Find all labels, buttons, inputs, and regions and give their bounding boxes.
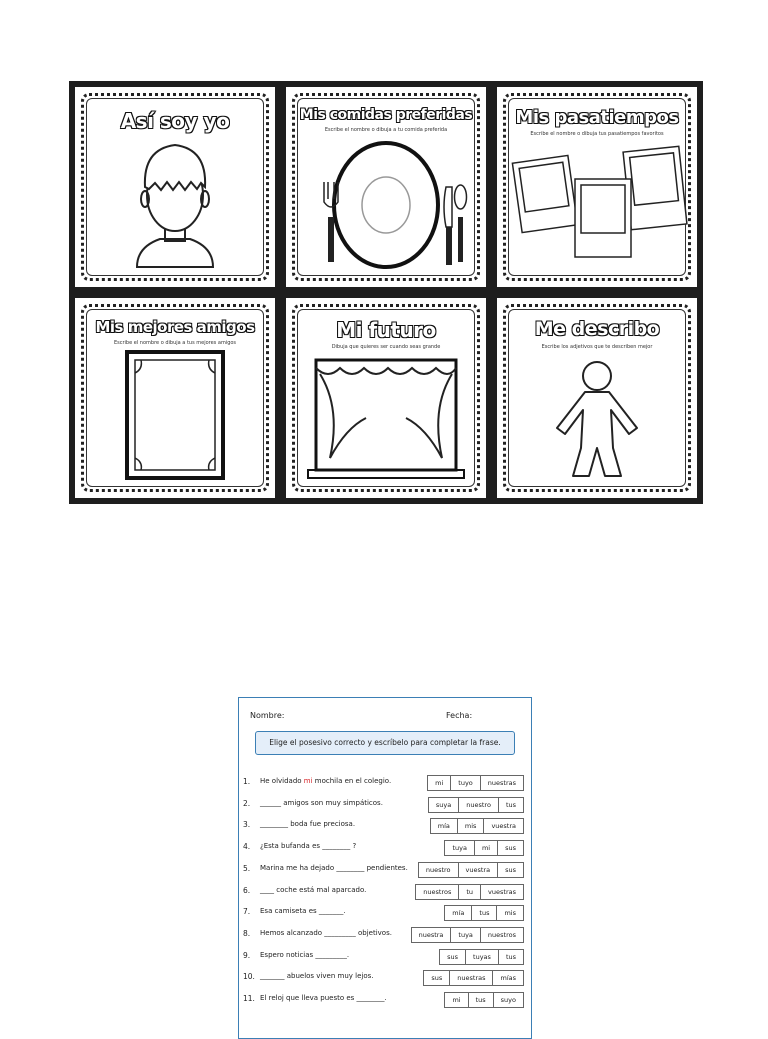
card-subtitle: Escribe el nombre o dibuja a tu comida preferida: [324, 127, 448, 133]
answer-option: sus: [431, 974, 443, 983]
answer-options: [444, 905, 524, 921]
answer-option: sus: [497, 863, 523, 877]
exercise-number: 8.: [243, 928, 251, 938]
answer-options: [430, 818, 524, 834]
answer-options: [411, 927, 524, 943]
answer-option: vuestra: [458, 863, 498, 877]
picture-frame-drawing: [75, 298, 275, 498]
exercise-number: 3.: [243, 820, 251, 830]
answer-option: mía: [452, 909, 465, 918]
answer-option: nuestro: [458, 798, 498, 812]
exercise-number: 4.: [243, 842, 251, 852]
exercise-sentence: Hemos alcanzado _________ objetivos.: [260, 928, 392, 937]
answer-option: mi: [474, 841, 497, 855]
exercise-sentence: Marina me ha dejado ________ pendientes.: [260, 863, 408, 872]
answer-option: sus: [447, 952, 459, 961]
exercise-sentence: _______ abuelos viven muy lejos.: [260, 972, 374, 981]
exercise-row: [243, 970, 527, 985]
fecha-label: Fecha:: [446, 711, 473, 720]
exercise-sentence: ________ boda fue preciosa.: [260, 820, 356, 829]
card-asi-soy-yo: [75, 87, 275, 287]
answer-option: tus: [498, 798, 523, 812]
answer-option: tus: [471, 906, 496, 920]
answer-option: nuestro: [425, 865, 451, 874]
exercise-number: 9.: [243, 950, 251, 960]
answer-option: mías: [492, 971, 523, 985]
all-about-me-cards: [69, 81, 703, 504]
answer-option: nuestras: [480, 776, 523, 790]
exercise-number: 5.: [243, 863, 251, 873]
card-mis-pasatiempos: [497, 87, 697, 287]
answer-option: tuya: [450, 928, 480, 942]
exercise-row: [243, 949, 527, 964]
card-mi-futuro: [286, 298, 486, 498]
exercise-sentence: El reloj que lleva puesto es ________.: [260, 994, 387, 1002]
exercise-row: [243, 905, 527, 920]
answer-option: mis: [496, 906, 523, 920]
answer-option: mía: [437, 822, 450, 831]
exercise-sentence: ¿Esta bufanda es ________ ?: [260, 842, 357, 851]
answer-option: nuestra: [418, 930, 444, 939]
answer-option: mi: [452, 996, 461, 1004]
answer-options: [428, 797, 524, 813]
answer-options: [444, 992, 524, 1008]
exercise-number: 6.: [243, 885, 251, 895]
answer-option: nuestros: [480, 928, 523, 942]
answer-option: mi: [435, 779, 444, 787]
card-me-describo: [497, 298, 697, 498]
exercise-row: [243, 862, 527, 877]
exercise-row: [243, 840, 527, 855]
answer-option: vuestra: [483, 819, 523, 833]
card-title: Mi futuro: [336, 318, 436, 342]
card-title: Mis mejores amigos: [95, 318, 255, 336]
card-subtitle: Escribe el nombre o dibuja a tus mejores amigos: [113, 340, 237, 346]
card-title: Me describo: [534, 318, 660, 340]
answer-option: tus: [498, 950, 523, 964]
instruction-box: Elige el posesivo correcto y escríbelo para completar la frase.: [255, 731, 515, 755]
exercise-number: 1.: [243, 777, 251, 786]
answer-option: tuyo: [450, 776, 480, 790]
answer-options: [423, 970, 524, 986]
card-subtitle: Escribe los adjetivos que te describen mejor: [541, 344, 653, 350]
exercise-sentence: ______ amigos son muy simpáticos.: [260, 798, 383, 807]
answer-option: nuestros: [423, 887, 452, 896]
answer-option: vuestras: [480, 885, 523, 899]
exercise-number: 2.: [243, 798, 251, 808]
answer-options: [444, 840, 524, 856]
exercise-row: [243, 884, 527, 899]
exercise-row: [243, 992, 527, 1007]
exercise-number: 7.: [243, 907, 251, 917]
card-subtitle: Dibuja que quieres ser cuando seas grande: [331, 344, 441, 350]
exercise-sentence: Espero noticias _________.: [260, 950, 350, 959]
possessives-worksheet: [238, 697, 532, 1039]
answer-option: sus: [497, 841, 523, 855]
plate-and-cutlery-drawing: [286, 87, 486, 287]
theater-stage-drawing: [286, 298, 486, 498]
answer-options: [439, 949, 524, 965]
card-title: Así soy yo: [120, 109, 230, 133]
answer-options: [427, 775, 524, 791]
card-title: Mis comidas preferidas: [299, 107, 473, 123]
card-subtitle: Escribe el nombre o dibuja tus pasatiempos favoritos: [530, 131, 664, 137]
answer-option: tuyas: [465, 950, 498, 964]
exercise-sentence: ____ coche está mal aparcado.: [260, 885, 367, 894]
answer-highlight: mi: [303, 777, 313, 785]
exercise-number: 11.: [243, 994, 255, 1003]
card-title: Mis pasatiempos: [515, 107, 679, 128]
exercise-row: [243, 927, 527, 942]
answer-option: tu: [458, 885, 480, 899]
card-mis-comidas-preferidas: [286, 87, 486, 287]
answer-option: suyo: [493, 993, 523, 1007]
answer-option: tuya: [452, 844, 467, 853]
person-outline-drawing: [497, 298, 697, 498]
photo-frames-drawing: [497, 87, 697, 287]
exercise-row: [243, 775, 527, 790]
answer-options: [418, 862, 524, 878]
boy-face-drawing: [75, 87, 275, 287]
answer-option: suya: [435, 800, 452, 809]
exercise-number: 10.: [243, 972, 255, 982]
answer-options: [415, 884, 524, 900]
exercise-sentence: He olvidado mi mochila en el colegio.: [260, 777, 392, 785]
answer-option: nuestras: [449, 971, 492, 985]
exercise-row: [243, 818, 527, 833]
card-mis-mejores-amigos: [75, 298, 275, 498]
answer-option: mis: [457, 819, 484, 833]
exercise-sentence: Esa camiseta es _______.: [260, 907, 346, 916]
exercise-row: [243, 797, 527, 812]
nombre-label: Nombre:: [250, 711, 285, 720]
answer-option: tus: [468, 993, 493, 1007]
